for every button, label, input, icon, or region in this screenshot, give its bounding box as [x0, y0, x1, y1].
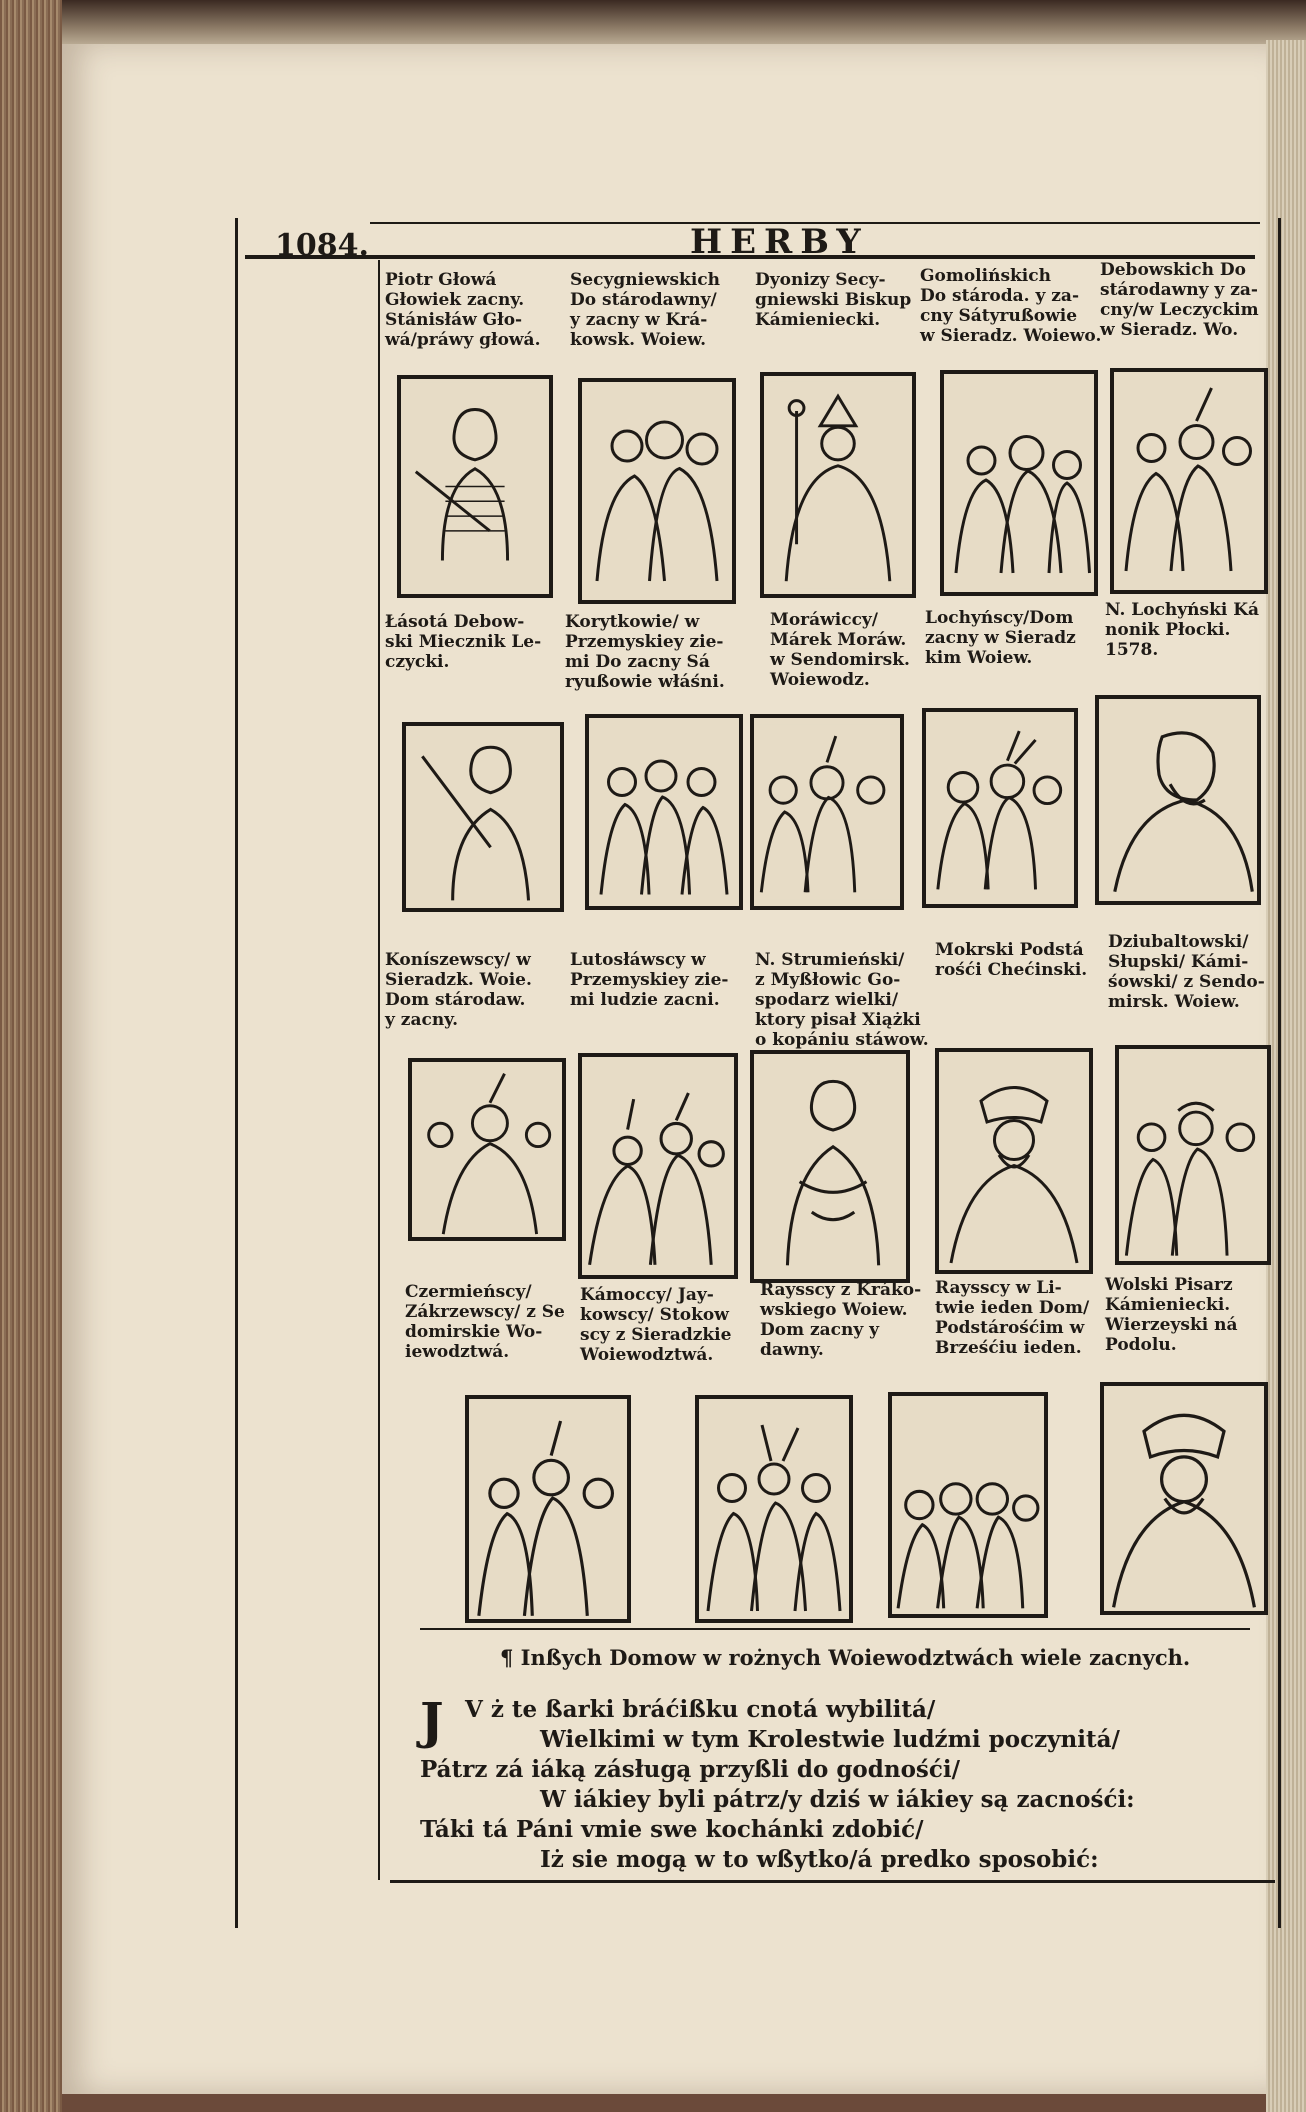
soldiers-group-icon	[589, 718, 739, 906]
woodcut-18	[888, 1392, 1048, 1618]
caption-1: Piotr Głowá Głowiek zacny. Stánisłáw Gło- wá/práwy głowá.	[385, 270, 541, 350]
woodcut-6	[402, 722, 564, 912]
woodcut-7	[585, 714, 743, 910]
crowd-of-nobles-icon	[892, 1396, 1044, 1614]
caption-13: N. Strumieński/ z Myßłowic Go- spodarz wielki/ ktory pisał Xiążki o kopániu stáwow.	[755, 950, 929, 1050]
bishop-with-mitre-icon	[764, 376, 912, 594]
caption-12: Lutosłáwscy w Przemyskiey zie- mi ludzie zacni.	[570, 950, 729, 1010]
verse-line-3: Pátrz zá iáką zásługą przyßli do godnośći/	[420, 1756, 960, 1783]
verse-line-2: Wielkimi w tym Krolestwie ludźmi poczynitá/	[540, 1726, 1120, 1753]
woodcut-16	[465, 1395, 631, 1623]
book-top-edge	[0, 0, 1306, 50]
woodcut-9	[922, 708, 1078, 908]
woodcut-13	[750, 1050, 910, 1283]
page-number: 1084.	[275, 228, 369, 263]
woodcut-17	[695, 1395, 853, 1623]
caption-19: Raysscy w Li- twie ieden Dom/ Podstárośćim w Brześćiu ieden.	[935, 1278, 1090, 1358]
fur-hat-noble-icon	[939, 1052, 1089, 1270]
drop-cap: J	[420, 1691, 444, 1750]
bottom-rule	[390, 1880, 1275, 1883]
caption-10: N. Lochyński Ká nonik Płocki. 1578.	[1105, 600, 1260, 660]
nobles-in-fur-hats-icon	[1119, 1049, 1267, 1261]
knight-with-sword-icon	[401, 379, 549, 594]
fur-hat-noble-portrait-icon	[1104, 1386, 1264, 1611]
woodcut-14	[935, 1048, 1093, 1274]
caption-5: Debowskich Do stárodawny y za- cny/w Leczyckim w Sieradz. Wo.	[1100, 260, 1259, 340]
caption-18: Raysscy z Kráko- wskiego Woiew. Dom zacny y dawny.	[760, 1280, 922, 1360]
verse-block	[420, 1691, 1260, 1875]
caption-15: Dziubaltowski/ Słupski/ Kámi- śowski/ z Sendo- mirsk. Woiew.	[1108, 932, 1265, 1012]
running-head: HERBY	[690, 222, 869, 262]
footnote-rule	[420, 1628, 1250, 1630]
nobles-group-icon	[469, 1399, 627, 1619]
group-of-nobles-icon	[582, 382, 732, 600]
caption-4: Gomolińskich Do stároda. y za- cny Sátyrußowie w Sieradz. Woiewo.	[920, 266, 1102, 346]
verse-line-1: V ż te ßarki bráćißku cnotá wybilitá/	[465, 1696, 936, 1723]
noble-with-plume-icon	[412, 1062, 562, 1237]
woodcut-2	[578, 378, 736, 604]
caption-3: Dyonizy Secy- gniewski Biskup Kámieniecki.	[755, 270, 912, 330]
footnote: ¶ Inßych Domow w rożnych Woiewodztwách wiele zacnych.	[500, 1645, 1191, 1670]
caption-20: Wolski Pisarz Kámieniecki. Wierzeyski ná Podolu.	[1105, 1275, 1238, 1355]
bearded-noble-portrait-icon	[1099, 699, 1257, 901]
nobles-with-feathers-icon	[1114, 372, 1264, 590]
knight-with-sword-icon	[406, 726, 560, 908]
verse-line-6: Iż sie mogą w to wßytko/á predko sposobić:	[540, 1846, 1099, 1873]
woodcut-5	[1110, 368, 1268, 594]
armored-knight-icon	[754, 1054, 906, 1279]
woodcut-19	[1100, 1382, 1268, 1615]
caption-11: Koníszewscy/ w Sieradzk. Woie. Dom stárodaw. y zacny.	[385, 950, 532, 1030]
nobles-with-feathers-icon	[926, 712, 1074, 904]
woodcut-10	[1095, 695, 1261, 905]
caption-2: Secygniewskich Do stárodawny/ y zacny w Krá- kowsk. Woiew.	[570, 270, 720, 350]
caption-17: Kámoccy/ Jay- kowscy/ Stokow scy z Sieradzkie Woiewodztwá.	[580, 1285, 732, 1365]
woodcut-1	[397, 375, 553, 598]
woodcut-8	[750, 714, 904, 910]
caption-9: Lochyńscy/Dom zacny w Sieradz kim Woiew.	[925, 608, 1076, 668]
woodcut-15	[1115, 1045, 1271, 1265]
caption-14: Mokrski Podstá rośći Chećinski.	[935, 940, 1088, 980]
nobles-in-hats-icon	[754, 718, 900, 906]
verse-line-5: Táki tá Páni vmie swe kochánki zdobić/	[420, 1816, 924, 1843]
horsemen-group-icon	[582, 1057, 734, 1275]
book-spine-edge	[0, 0, 62, 2112]
caption-16: Czermieńscy/ Zákrzewscy/ z Se domirskie Wo- iewodztwá.	[405, 1282, 565, 1362]
caption-8: Moráwiccy/ Márek Moráw. w Sendomirsk. Woiewodz.	[770, 610, 910, 690]
caption-6: Łásotá Debow- ski Miecznik Le- czycki.	[385, 612, 542, 672]
woodcut-12	[578, 1053, 738, 1279]
woodcut-11	[408, 1058, 566, 1241]
nobles-with-plumes-icon	[699, 1399, 849, 1619]
three-nobles-icon	[944, 374, 1094, 592]
woodcut-3	[760, 372, 916, 598]
verse-line-4: W iákiey byli pátrz/y dziś w iákiey są zacnośći:	[540, 1786, 1135, 1813]
inner-column-rule	[378, 260, 380, 1880]
caption-7: Korytkowie/ w Przemyskiey zie- mi Do zacny Sá ryußowie włáśni.	[565, 612, 725, 692]
woodcut-4	[940, 370, 1098, 596]
